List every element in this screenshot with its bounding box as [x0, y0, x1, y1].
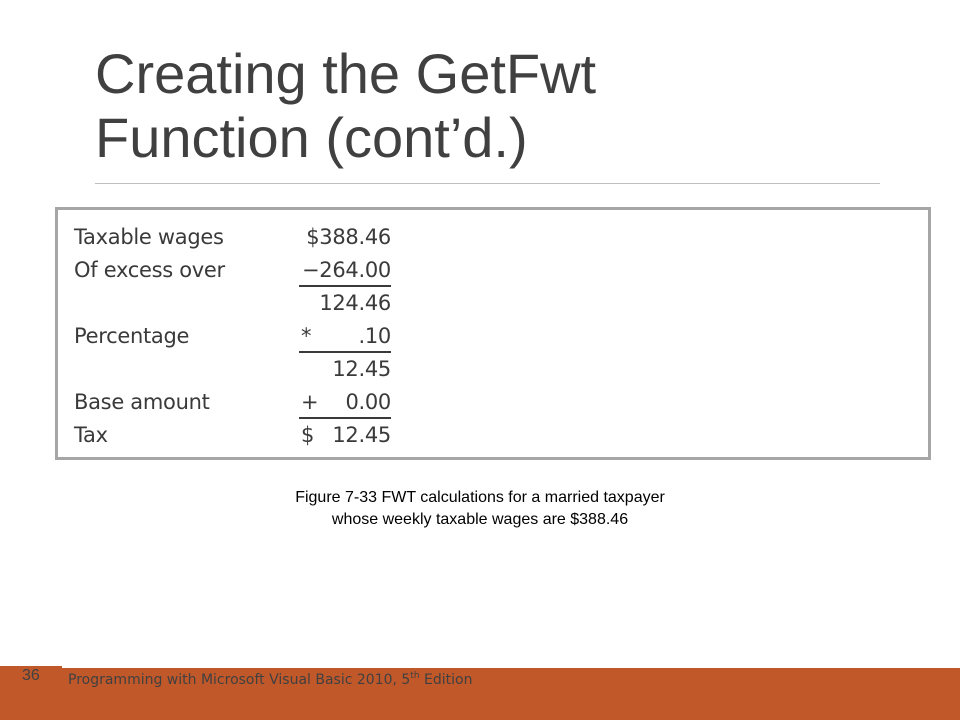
footer-book-title-suffix: Edition — [419, 672, 473, 688]
calc-operator: + — [301, 390, 319, 414]
calc-value: 0.00 — [345, 390, 391, 414]
calc-value-cell — [299, 319, 391, 353]
slide-title — [95, 42, 875, 170]
figure-calculation-box — [55, 207, 931, 460]
calc-value: .10 — [358, 324, 391, 348]
calc-value: $388.46 — [306, 225, 391, 249]
figure-caption-line-2: whose weekly taxable wages are $388.46 — [331, 511, 629, 528]
calc-row-subtotal-2 — [58, 352, 928, 386]
slide-title-line-2: Function (cont’d.) — [95, 106, 528, 169]
calc-row-percentage — [58, 319, 928, 353]
calc-value-cell — [299, 352, 391, 386]
calc-value-cell — [299, 220, 391, 254]
footer-book-title-superscript: th — [410, 671, 420, 681]
calc-operator: * — [301, 324, 312, 348]
calc-label: Percentage — [74, 324, 190, 348]
title-divider — [95, 183, 880, 184]
footer-book-title — [68, 670, 472, 690]
calc-label: Base amount — [74, 390, 210, 414]
slide-number: 36 — [22, 667, 40, 684]
calc-label: Tax — [74, 423, 108, 447]
calc-label: Taxable wages — [74, 225, 224, 249]
calc-row-base-amount — [58, 385, 928, 419]
calc-value: 12.45 — [332, 423, 391, 447]
calc-value: −264.00 — [302, 258, 391, 282]
calc-value-cell — [299, 253, 391, 287]
calc-label: Of excess over — [74, 258, 225, 282]
figure-caption — [180, 487, 780, 531]
calc-row-taxable-wages — [58, 220, 928, 254]
calc-row-excess-over — [58, 253, 928, 287]
calc-row-subtotal-1 — [58, 286, 928, 320]
calc-operator: $ — [301, 423, 315, 447]
footer-book-title-main: Programming with Microsoft Visual Basic 2010, 5 — [68, 672, 411, 688]
calc-value-cell — [299, 286, 391, 320]
calc-value: 124.46 — [319, 291, 391, 315]
slide-title-line-1: Creating the GetFwt — [95, 42, 597, 105]
calc-row-tax — [58, 418, 928, 452]
calc-value: 12.45 — [332, 357, 391, 381]
calc-value-cell — [299, 385, 391, 419]
figure-caption-line-1: Figure 7-33 FWT calculations for a married taxpayer — [295, 489, 665, 506]
calc-value-cell — [299, 418, 391, 452]
